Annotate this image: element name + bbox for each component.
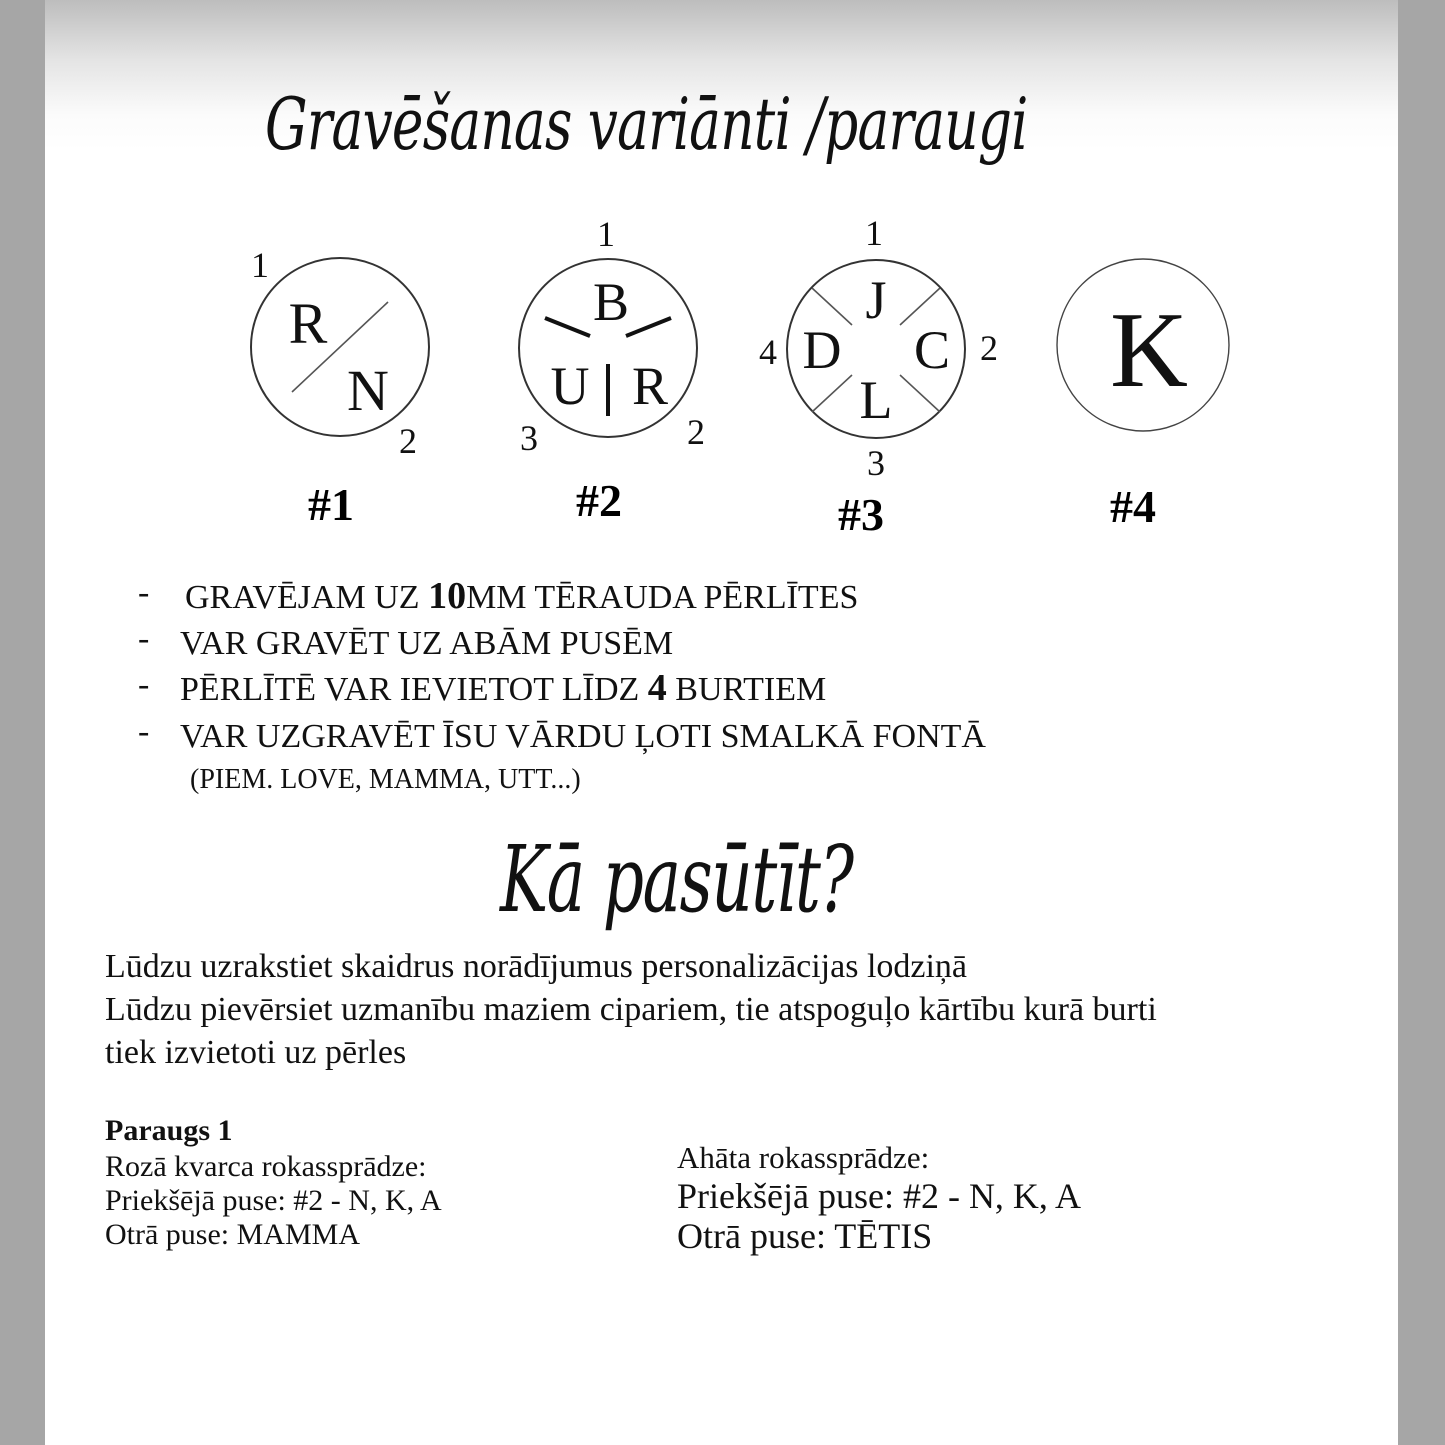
design-1-bead: [251, 245, 429, 461]
design-3-label: #3: [838, 489, 884, 540]
example-1-line-2: Priekšējā puse: #2 - N, K, A: [105, 1184, 442, 1217]
design-2-number-3: 3: [520, 418, 538, 458]
design-1-label: #1: [308, 479, 354, 530]
design-3-number-1: 1: [865, 213, 883, 253]
design-3-bead: [759, 213, 998, 483]
design-3-letter-3: L: [859, 370, 893, 430]
feature-text: VAR GRAVĒT UZ ABĀM PUSĒM: [180, 625, 674, 662]
feature-text: VAR UZGRAVĒT ĪSU VĀRDU ĻOTI SMALKĀ FONTĀ: [180, 718, 986, 755]
design-2-letter-2: R: [631, 356, 669, 416]
design-1-number-2: 2: [399, 421, 417, 461]
design-2-letter-3: U: [550, 356, 590, 416]
design-1-letter-1: R: [288, 291, 328, 356]
feature-item: [138, 574, 1038, 616]
instruction-line-2: Lūdzu pievērsiet uzmanību maziem cipariem, tie atspoguļo kārtību kurā burti: [105, 991, 1157, 1028]
example-2-line-1: Ahāta rokassprādze:: [677, 1140, 930, 1175]
example-1-line-3: Otrā puse: MAMMA: [105, 1218, 360, 1251]
design-2-label: #2: [576, 475, 622, 526]
design-2-bead: [519, 214, 705, 458]
bullet-dash: -: [138, 620, 150, 657]
design-4-letter-1: K: [1110, 291, 1188, 410]
bullet-dash: -: [138, 666, 150, 703]
feature-item: [138, 666, 1038, 708]
design-3-number-2: 2: [980, 328, 998, 368]
design-1-number-1: 1: [251, 245, 269, 285]
design-1-letter-2: N: [347, 358, 389, 423]
design-4-label: #4: [1110, 481, 1156, 532]
design-3-letter-1: J: [865, 270, 887, 330]
design-3-letter-4: D: [802, 320, 842, 380]
design-3-number-4: 4: [759, 332, 777, 372]
how-to-order-heading: Kā pasūtīt?: [500, 826, 853, 933]
instruction-line-1: Lūdzu uzrakstiet skaidrus norādījumus personalizācijas lodziņā: [105, 948, 968, 985]
design-2-letter-1: B: [592, 272, 630, 332]
bullet-dash: -: [138, 574, 150, 611]
feature-text: PĒRLĪTĒ VAR IEVIETOT LĪDZ 4 BURTIEM: [180, 667, 827, 709]
example-1-heading: Paraugs 1: [105, 1114, 233, 1147]
design-3-letter-2: C: [913, 320, 951, 380]
feature-text: GRAVĒJAM UZ 10MM TĒRAUDA PĒRLĪTES: [185, 575, 859, 617]
feature-item: [138, 713, 1138, 755]
feature-item: [138, 620, 1038, 662]
design-2-number-2: 2: [687, 412, 705, 452]
design-3-number-3: 3: [867, 443, 885, 483]
bullet-dash: -: [138, 713, 150, 750]
example-2-line-3: Otrā puse: TĒTIS: [677, 1216, 933, 1256]
design-4-bead: [1057, 259, 1229, 431]
feature-note: (PIEM. LOVE, MAMMA, UTT...): [190, 764, 581, 795]
example-1-line-1: Rozā kvarca rokassprādze:: [105, 1150, 427, 1183]
design-2-number-1: 1: [597, 214, 615, 254]
instruction-line-3: tiek izvietoti uz pērles: [105, 1034, 407, 1071]
page-title: Gravēšanas variānti /paraugi: [265, 82, 1028, 166]
example-2-line-2: Priekšējā puse: #2 - N, K, A: [677, 1176, 1081, 1216]
